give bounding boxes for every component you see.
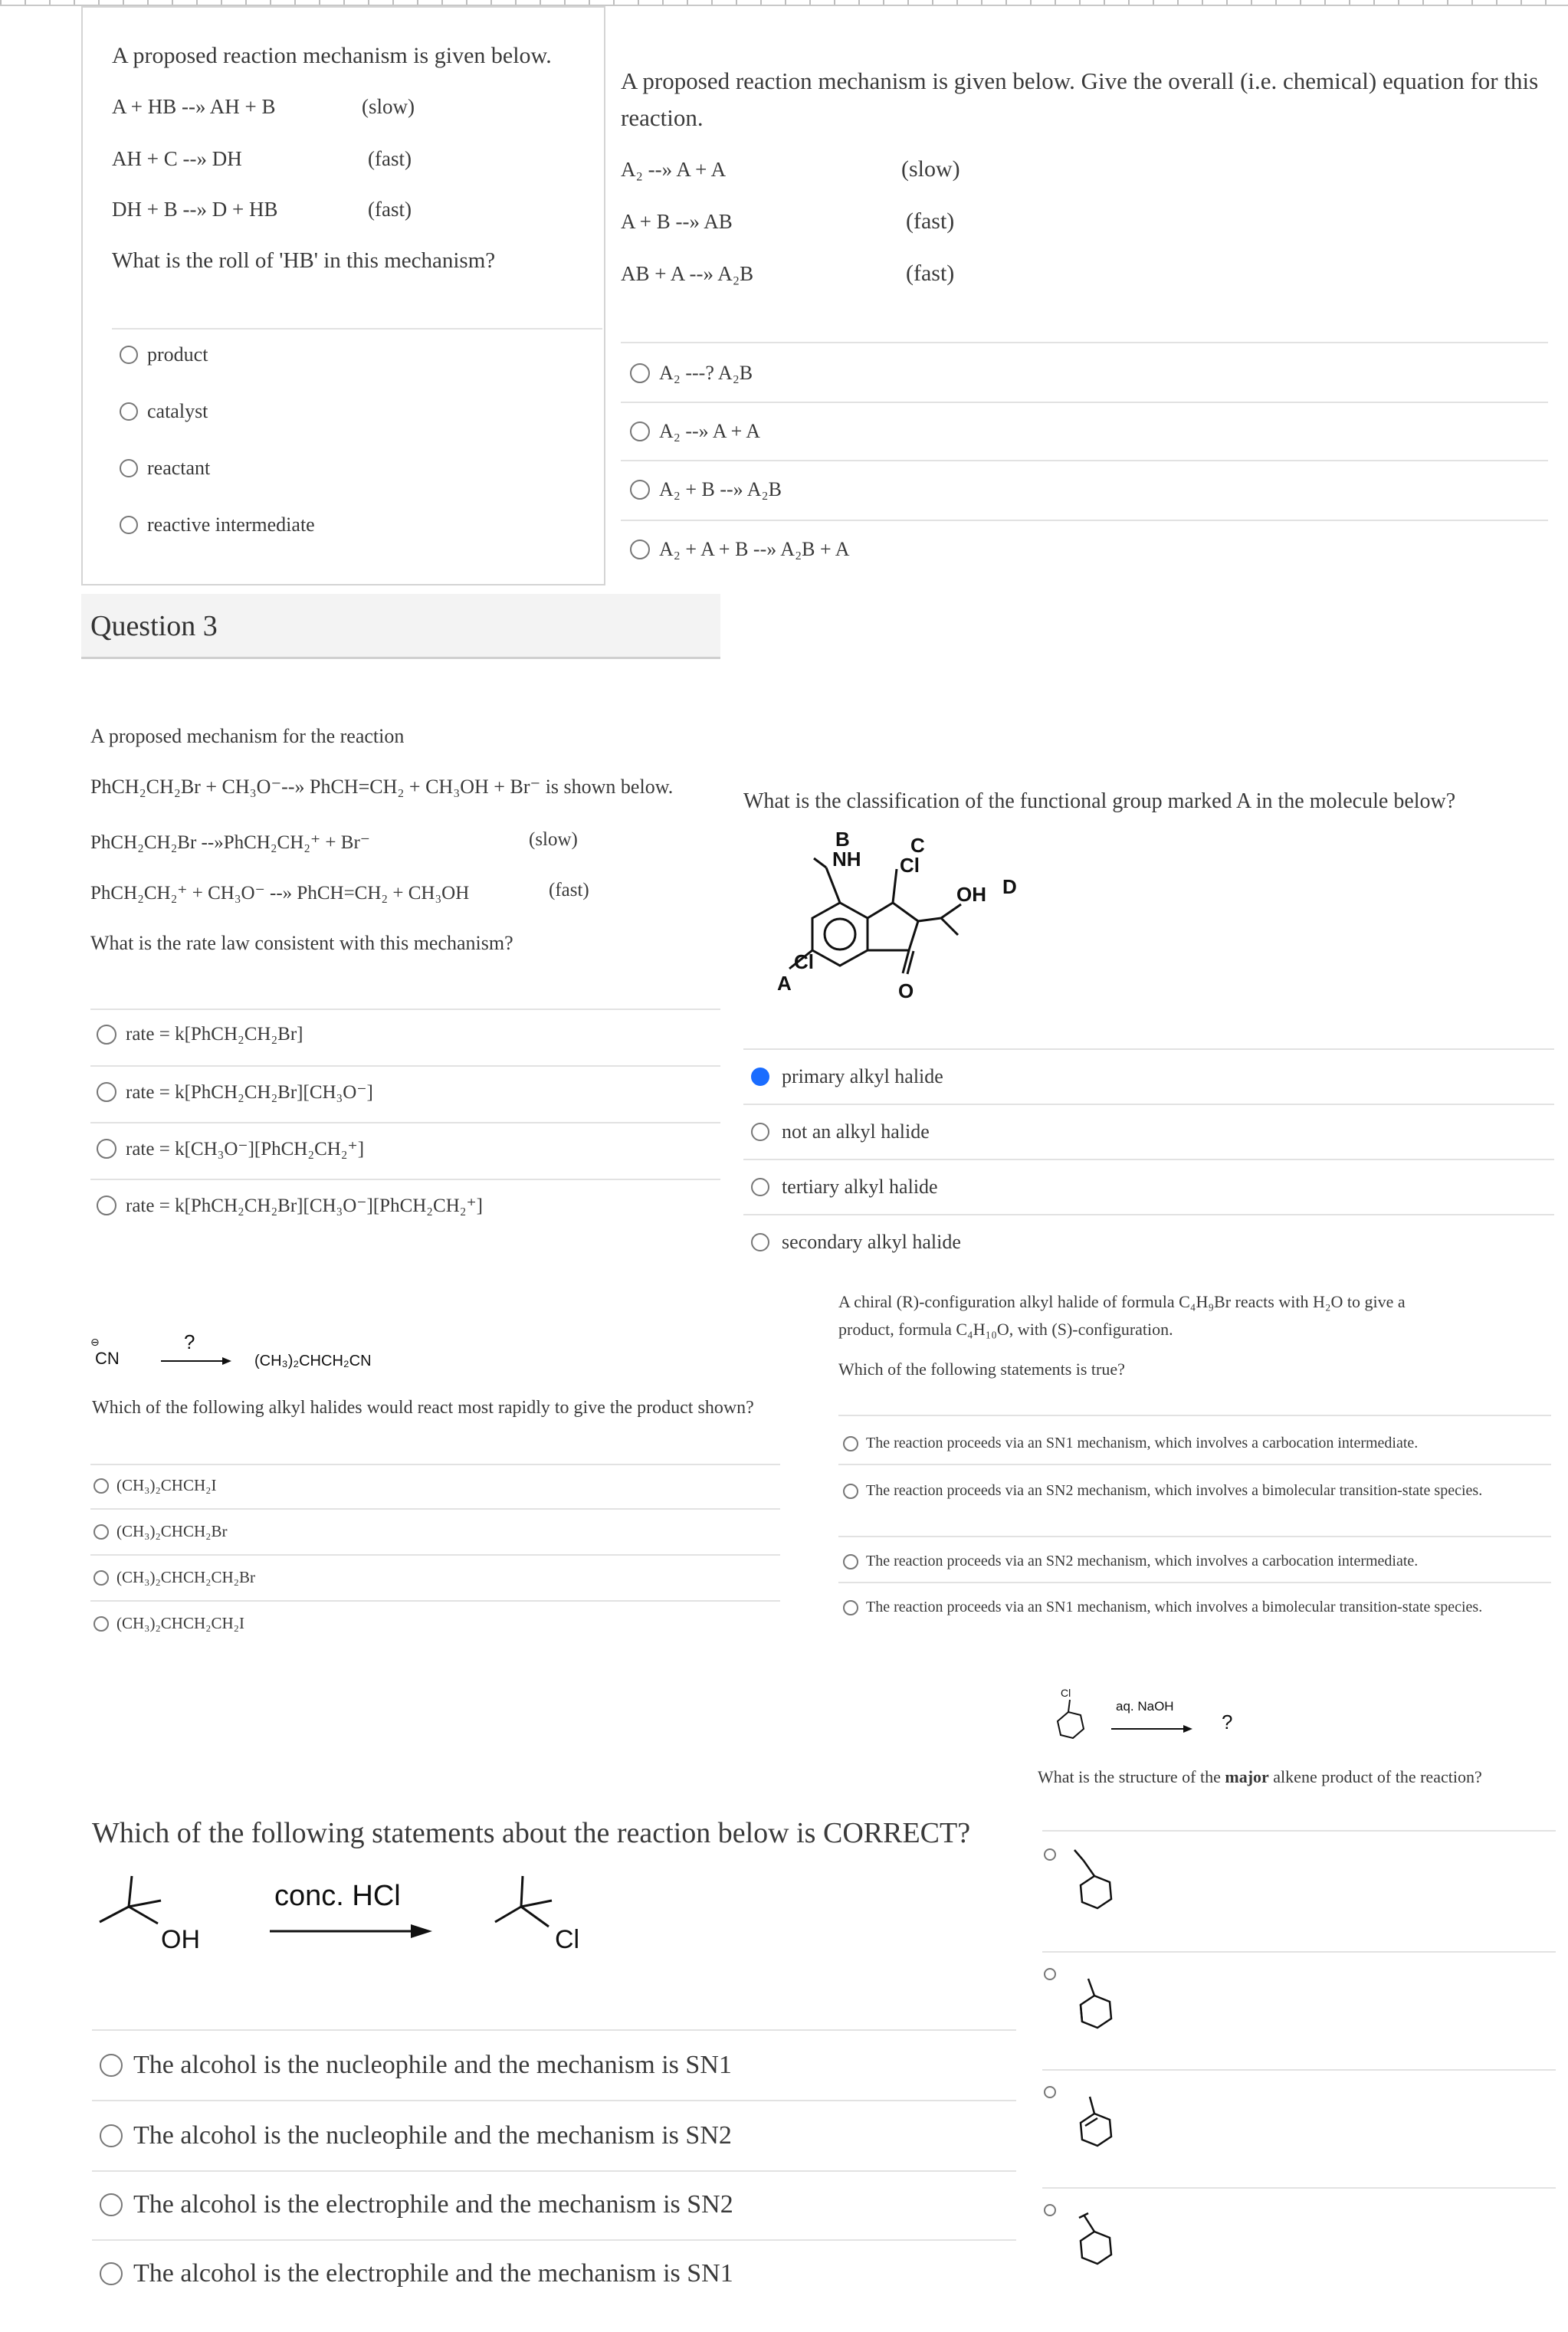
option-label: reactant [147, 457, 211, 479]
radio-button[interactable] [93, 1616, 109, 1632]
option-label: The reaction proceeds via an SN2 mechanism, which involves a bimolecular transition-state species. [866, 1482, 1483, 1499]
q1-question: What is the roll of 'HB' in this mechanism? [112, 248, 496, 273]
bond [1090, 2097, 1094, 2114]
q7-question: Which of the following statements about the reaction below is CORRECT? [92, 1817, 971, 1849]
q1-option-product[interactable] [120, 343, 208, 366]
radio-button[interactable] [630, 421, 650, 441]
q3-intro: A proposed mechanism for the reaction [90, 725, 405, 747]
option-label: The reaction proceeds via an SN1 mechanism, which involves a carbocation intermediate. [866, 1435, 1419, 1451]
q6-option-3[interactable] [843, 1553, 1418, 1570]
option-label: A₂ --» A + A [659, 420, 761, 442]
radio-button[interactable] [630, 480, 650, 500]
divider [621, 402, 1548, 403]
arrow-label: ? [1222, 1710, 1233, 1733]
q1-step-1: A + HB --» AH + B [112, 95, 276, 118]
divider [621, 520, 1548, 521]
reagent: conc. HCl [274, 1880, 401, 1912]
radio-button[interactable] [100, 2054, 123, 2077]
radio-button[interactable] [751, 1178, 769, 1196]
option-label: The alcohol is the nucleophile and the mechanism is SN2 [133, 2121, 732, 2150]
radio-button[interactable] [97, 1139, 116, 1159]
q8-option-2[interactable] [1039, 1956, 1131, 2048]
q8-question-post: alkene product of the reaction? [1268, 1767, 1482, 1786]
top-ruler [0, 0, 1568, 6]
label-oh: OH [161, 1925, 200, 1954]
radio-button[interactable] [120, 516, 138, 534]
option-label: The alcohol is the electrophile and the mechanism is SN2 [133, 2190, 733, 2219]
q8-question-bold: major [1225, 1767, 1269, 1786]
radio-button [1045, 1849, 1055, 1860]
divider [90, 1554, 780, 1556]
q4-option-not[interactable] [751, 1120, 930, 1143]
option-label: A₂ + A + B --» A₂B + A [659, 538, 850, 560]
q7-option-2[interactable] [100, 2121, 732, 2150]
radio-button[interactable] [93, 1524, 109, 1540]
radio-button[interactable] [630, 540, 650, 559]
label-d: D [1002, 875, 1017, 898]
divider [838, 1464, 1551, 1465]
q3-option-4[interactable] [97, 1194, 483, 1217]
cyclohexene-ring [1081, 1876, 1111, 1908]
radio-button-selected[interactable] [751, 1068, 769, 1086]
radio-button [1045, 2205, 1055, 2216]
option-label: (CH₃)₂CHCH₂I [116, 1476, 217, 1494]
charge-symbol: ⊖ [90, 1336, 100, 1348]
label-a: A [777, 972, 792, 995]
divider [90, 1508, 780, 1510]
q3-step-2-rate: (fast) [549, 880, 589, 900]
radio-button[interactable] [751, 1233, 769, 1251]
q2-step-1-rate: (slow) [901, 156, 960, 182]
q3-step-2: PhCH₂CH₂⁺ + CH₃O⁻ --» PhCH=CH₂ + CH₃OH [90, 883, 470, 904]
q3-step-1-rate: (slow) [529, 829, 578, 850]
q5-option-4[interactable] [93, 1614, 244, 1633]
q5-option-3[interactable] [93, 1568, 255, 1587]
divider [743, 1104, 1554, 1105]
divider [112, 328, 602, 330]
q7-option-4[interactable] [100, 2259, 733, 2288]
q1-step-3-rate: (fast) [368, 198, 412, 221]
bond [1068, 1700, 1070, 1712]
divider [90, 1122, 720, 1123]
q1-step-3: DH + B --» D + HB [112, 198, 278, 221]
page-title: Question 3 [90, 610, 218, 642]
radio-button[interactable] [100, 2262, 123, 2285]
divider [92, 2100, 1016, 2101]
q4-molecule [736, 828, 1058, 1012]
divider [90, 1179, 720, 1180]
label-cl: Cl [1061, 1687, 1071, 1699]
q4-option-secondary[interactable] [751, 1231, 961, 1254]
option-label: not an alkyl halide [782, 1120, 930, 1143]
radio-button[interactable] [97, 1025, 116, 1045]
q7-option-1[interactable] [100, 2051, 732, 2080]
double-bond [1079, 2213, 1088, 2218]
option-label: (CH₃)₂CHCH₂CH₂Br [116, 1568, 255, 1586]
bond [1074, 1850, 1084, 1861]
option-label: The alcohol is the nucleophile and the mechanism is SN1 [133, 2051, 732, 2079]
q1-option-catalyst[interactable] [120, 400, 208, 423]
q8-reaction-scheme [1035, 1683, 1257, 1760]
divider [1042, 1830, 1556, 1832]
arrow-head [411, 1924, 432, 1938]
option-label: A₂ ---? A₂B [659, 362, 753, 384]
bond [1084, 1861, 1094, 1876]
divider [90, 1009, 720, 1010]
q1-step-2: AH + C --» DH [112, 147, 242, 170]
q6-option-2[interactable] [843, 1479, 1533, 1502]
q6-prompt-line-1: A chiral (R)-configuration alkyl halide of formula C₄H₉Br reacts with H₂O to give a [838, 1292, 1406, 1311]
molecule-skeleton [789, 858, 961, 974]
product: (CH₃)₂CHCH₂CN [254, 1353, 372, 1369]
option-label: The reaction proceeds via an SN1 mechanism, which involves a bimolecular transition-state species. [866, 1599, 1483, 1615]
q2-option-3[interactable] [630, 478, 782, 501]
q3-reaction: PhCH₂CH₂Br + CH₃O⁻--» PhCH=CH₂ + CH₃OH + Br⁻ is shown below. [90, 776, 674, 798]
option-label: tertiary alkyl halide [782, 1176, 938, 1198]
q2-step-2-rate: (fast) [906, 208, 955, 234]
option-label: primary alkyl halide [782, 1065, 943, 1087]
q2-step-3-rate: (fast) [906, 261, 955, 286]
option-label: rate = k[PhCH₂CH₂Br] [126, 1024, 303, 1045]
radio-button[interactable] [97, 1082, 116, 1102]
radio-button[interactable] [843, 1436, 858, 1451]
radio-button[interactable] [93, 1570, 109, 1586]
q1-panel [81, 6, 605, 585]
label-cl-a: Cl [794, 950, 814, 973]
question-3-header [81, 594, 720, 659]
divider [90, 1464, 780, 1465]
q8-question-pre: What is the structure of the [1038, 1767, 1225, 1786]
divider [743, 1159, 1554, 1160]
option-label: catalyst [147, 400, 208, 422]
option-label: The alcohol is the electrophile and the mechanism is SN1 [133, 2259, 733, 2288]
radio-button[interactable] [100, 2124, 123, 2147]
radio-button[interactable] [843, 1600, 858, 1615]
q1-option-reactant[interactable] [120, 457, 210, 480]
option-label: (CH₃)₂CHCH₂Br [116, 1522, 228, 1540]
q2-step-2: A + B --» AB [621, 210, 733, 233]
cyclohexene-ring [1081, 2232, 1111, 2264]
q4-option-primary[interactable] [751, 1065, 943, 1088]
radio-button[interactable] [751, 1123, 769, 1141]
q1-step-2-rate: (fast) [368, 147, 412, 170]
radio-button[interactable] [100, 2193, 123, 2216]
q1-step-1-rate: (slow) [362, 95, 415, 118]
option-label: rate = k[PhCH₂CH₂Br][CH₃O⁻] [126, 1082, 373, 1103]
divider [621, 460, 1548, 461]
q7-option-3[interactable] [100, 2190, 733, 2219]
q8-option-1[interactable] [1039, 1836, 1131, 1928]
label-cl-top: Cl [900, 854, 920, 877]
arrow-head [1183, 1725, 1192, 1733]
q2-prompt: A proposed reaction mechanism is given below. Give the overall (i.e. chemical) equation for this reaction. [621, 67, 1539, 131]
q2-step-1: A₂ --» A + A [621, 158, 727, 181]
radio-button [1045, 2087, 1055, 2097]
bond [1081, 2005, 1082, 2022]
radio-button[interactable] [120, 402, 138, 421]
label-cl: Cl [555, 1925, 580, 1954]
radio-button[interactable] [93, 1478, 109, 1494]
arrow-label: ? [184, 1330, 195, 1353]
divider [838, 1582, 1551, 1583]
arrow-head [222, 1357, 231, 1365]
divider [92, 2029, 1016, 2031]
q8-option-4[interactable] [1039, 2192, 1131, 2284]
divider [90, 1065, 720, 1067]
q6-option-1[interactable] [843, 1435, 1418, 1452]
q6-prompt-line-2: product, formula C₄H₁₀O, with (S)-configuration. [838, 1320, 1173, 1339]
divider [90, 1600, 780, 1602]
q1-prompt: A proposed reaction mechanism is given below. [112, 43, 552, 68]
q2-step-3: AB + A --» A₂B [621, 262, 754, 285]
tert-butanol [100, 1876, 161, 1924]
radio-button[interactable] [630, 363, 650, 383]
q5-option-1[interactable] [93, 1476, 216, 1495]
bond [1084, 2215, 1094, 2232]
option-label: rate = k[PhCH₂CH₂Br][CH₃O⁻][PhCH₂CH₂⁺] [126, 1196, 483, 1216]
q4-question: What is the classification of the functional group marked A in the molecule below? [743, 789, 1456, 813]
label-oh: OH [956, 883, 986, 906]
option-label: reactive intermediate [147, 513, 315, 536]
label-nh: NH [832, 848, 861, 871]
q3-option-1[interactable] [97, 1024, 303, 1045]
divider [838, 1415, 1551, 1416]
q6-question: Which of the following statements is true? [838, 1360, 1125, 1379]
divider [1042, 2187, 1556, 2189]
divider [838, 1536, 1551, 1537]
divider [92, 2170, 1016, 2172]
q1-option-reactive-intermediate[interactable] [120, 513, 315, 536]
option-label: (CH₃)₂CHCH₂CH₂I [116, 1614, 244, 1632]
q2-option-2[interactable] [630, 420, 760, 443]
option-label: The reaction proceeds via an SN2 mechanism, which involves a carbocation intermediate. [866, 1553, 1419, 1569]
label-c: C [910, 834, 925, 857]
q3-option-2[interactable] [97, 1081, 373, 1104]
q5-option-2[interactable] [93, 1522, 227, 1541]
reagent: aq. NaOH [1116, 1699, 1174, 1714]
option-label: secondary alkyl halide [782, 1231, 961, 1253]
radio-button[interactable] [120, 346, 138, 364]
option-label: A₂ + B --» A₂B [659, 478, 782, 500]
radio-button[interactable] [843, 1554, 858, 1569]
radio-button[interactable] [843, 1484, 858, 1499]
divider [621, 342, 1548, 343]
reagent-cn: CN [95, 1349, 120, 1368]
cyclohexene-ring [1081, 1996, 1111, 2028]
tert-butyl-chloride [495, 1876, 552, 1927]
q8-question [1038, 1767, 1482, 1787]
q3-option-3[interactable] [97, 1137, 364, 1160]
q8-option-3[interactable] [1039, 2074, 1131, 2166]
divider [743, 1214, 1554, 1215]
divider [1042, 2069, 1556, 2071]
q5-question: Which of the following alkyl halides would react most rapidly to give the product shown? [92, 1398, 754, 1418]
bond [1088, 1979, 1094, 1996]
q4-option-tertiary[interactable] [751, 1176, 938, 1199]
label-o: O [898, 979, 914, 1002]
divider [92, 2239, 1016, 2241]
q2-option-1[interactable] [630, 362, 753, 385]
q5-reaction-scheme [84, 1330, 437, 1376]
radio-button [1045, 1969, 1055, 1979]
option-label: product [147, 343, 208, 366]
cyclohexane-ring [1058, 1712, 1084, 1738]
radio-button[interactable] [97, 1196, 116, 1215]
option-label: rate = k[CH₃O⁻][PhCH₂CH₂⁺] [126, 1139, 365, 1159]
radio-button[interactable] [120, 459, 138, 477]
q3-question: What is the rate law consistent with this mechanism? [90, 932, 513, 954]
divider [1042, 1951, 1556, 1953]
q6-option-4[interactable] [843, 1596, 1533, 1619]
q3-step-1: PhCH₂CH₂Br --»PhCH₂CH₂⁺ + Br⁻ [90, 832, 370, 853]
q7-reaction-scheme [92, 1868, 628, 1968]
divider [743, 1048, 1554, 1050]
q2-option-4[interactable] [630, 538, 850, 561]
label-b: B [835, 828, 850, 851]
